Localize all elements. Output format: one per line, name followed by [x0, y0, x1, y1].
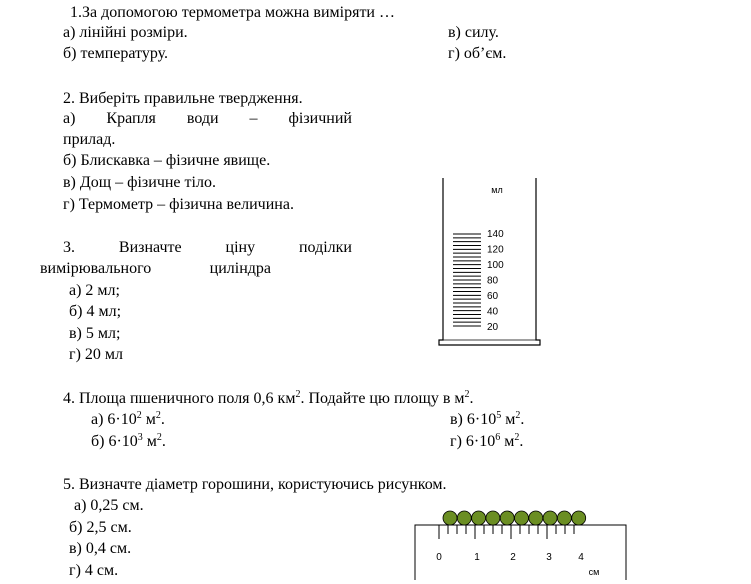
cylinder-scale-label: 60 [487, 291, 499, 302]
pea [443, 511, 457, 525]
q2-a-word: а) [63, 110, 76, 127]
cylinder-scale-label: 100 [487, 260, 504, 271]
q1-question: 1.За допомогою термометра можна виміряти … [70, 4, 395, 21]
q5-option-c: в) 0,4 см. [69, 540, 132, 557]
q4-question: 4. Площа пшеничного поля 0,6 $км^2$. Подайте цю площу в $м^2$. [63, 389, 474, 407]
pea [472, 511, 486, 525]
q2-a-word: Крапля [106, 110, 156, 127]
q3-question-line1 [63, 238, 352, 258]
q4-option-c: в) $6\cdot 10^5$ $м^2$. [450, 410, 525, 428]
q2-a-word: – [249, 110, 258, 127]
q1-option-d: г) об’єм. [448, 45, 507, 62]
q4-option-a: а) $6\cdot 10^2$ $м^2$. [91, 410, 165, 428]
q2-option-c: в) Дощ – фізичне тіло. [63, 174, 216, 191]
pea [572, 511, 586, 525]
q2-question: 2. Виберіть правильне твердження. [63, 90, 303, 107]
cylinder-scale-label: 140 [487, 229, 504, 240]
cylinder-scale-label: 20 [487, 322, 499, 333]
ruler-label: 0 [436, 552, 442, 563]
q3-word: Визначте [118, 239, 182, 256]
q3-option-c: в) 5 мл; [69, 325, 121, 342]
ruler-label: 3 [546, 552, 552, 563]
q3-option-d: г) 20 мл [69, 346, 123, 363]
cylinder-unit: мл [491, 185, 503, 195]
q5-option-d: г) 4 см. [69, 562, 119, 579]
pea [515, 511, 529, 525]
q4-option-b: б) $6\cdot 10^3$ $м^2$. [91, 432, 166, 450]
q3-word: ціну [225, 239, 256, 256]
pea [529, 511, 543, 525]
cylinder-scale-label: 40 [487, 306, 499, 318]
pea [543, 511, 557, 525]
q1-option-b: б) температуру. [63, 45, 169, 62]
ruler-label: 2 [510, 552, 516, 563]
pea [500, 511, 514, 525]
ruler-label: 1 [474, 552, 480, 563]
q4-option-d: г) $6\cdot 10^6$ $м^2$. [450, 432, 524, 450]
q5-option-b: б) 2,5 см. [69, 519, 132, 536]
q1-option-c: в) силу. [448, 24, 499, 41]
ruler-with-peas [414, 507, 628, 581]
q1-option-a: а) лінійні розміри. [63, 24, 188, 41]
q5-question: 5. Визначте діаметр горошини, користуючись рисунком. [63, 476, 447, 493]
q2-option-a-cont: прилад. [63, 131, 116, 148]
ruler-unit: см [588, 567, 600, 577]
q3-word: вимірювального [40, 260, 152, 277]
q3-option-a: а) 2 мл; [69, 282, 120, 299]
q3-word: поділки [298, 239, 352, 256]
q2-option-a-line [63, 109, 352, 129]
pea [557, 511, 571, 525]
q2-a-word: води [186, 110, 219, 127]
q3-question-line2 [40, 259, 271, 279]
q2-option-b: б) Блискавка – фізичне явище. [63, 152, 271, 169]
cylinder-scale-label: 80 [487, 275, 499, 287]
q3-option-b: б) 4 мл; [69, 303, 122, 320]
ruler-label: 4 [578, 552, 584, 563]
cylinder-scale-label: 120 [487, 244, 504, 256]
pea [457, 511, 471, 525]
q2-a-word: фізичний [288, 110, 352, 127]
q3-word: циліндра [209, 260, 271, 277]
pea [486, 511, 500, 525]
measuring-cylinder [437, 176, 547, 348]
q2-option-d: г) Термометр – фізична величина. [63, 196, 294, 213]
q3-word: 3. [63, 239, 75, 256]
q5-option-a: а) 0,25 см. [74, 497, 144, 514]
